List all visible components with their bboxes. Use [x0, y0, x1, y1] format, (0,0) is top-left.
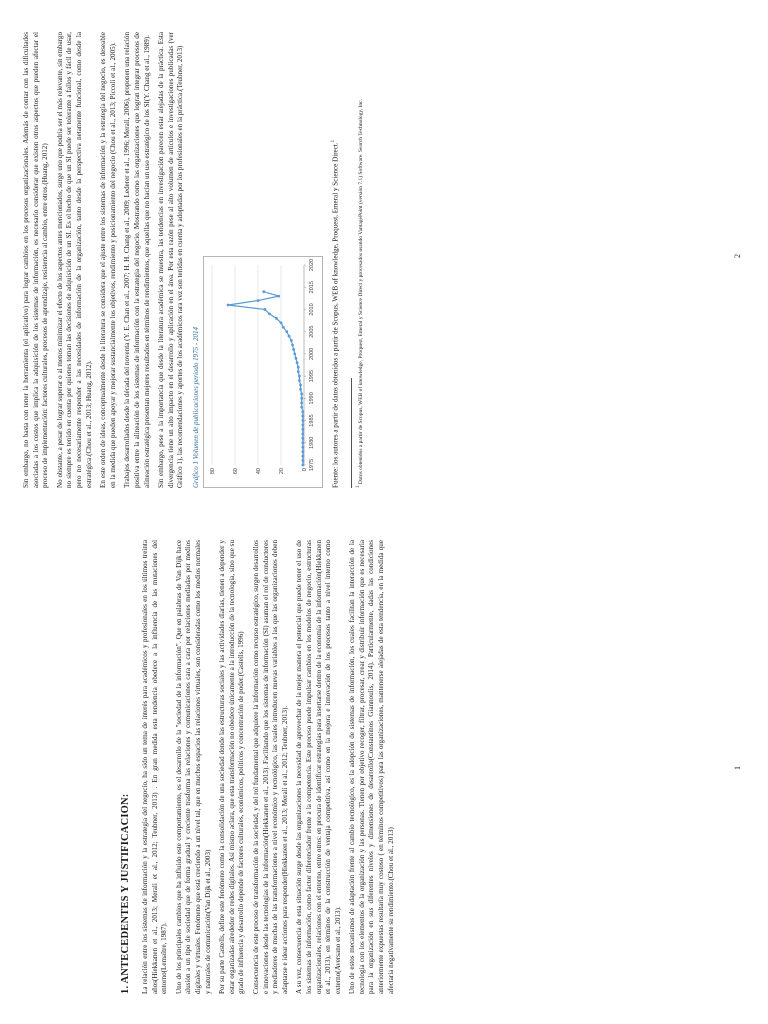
page-1: [0, 512, 768, 1024]
paragraph: Uno de los principales cambios que ha influido este comportamiento, es el desarrollo de la "sociedad de la información". Que en palabras de Van Dijk hace alusión a un tipo de sociedad que de forma gradual y creciente trasforma las relaciones y comunicaciones cara a cara por relaciones mediadas por medios digitales y virtuales. Fenómeno que está creciendo a un nivel tal, que en muchos espacios las relaciones virtuales, son consideradas como los medios normales y naturales de comunicación(Van Dijk et al., 2003): [174, 540, 212, 994]
data-point: [293, 352, 296, 355]
data-point: [263, 308, 266, 311]
data-point: [268, 312, 271, 315]
data-point: [297, 370, 300, 373]
page-2-column: [22, 32, 716, 488]
data-point: [300, 397, 303, 400]
data-point: [301, 415, 304, 418]
data-point: [257, 299, 260, 302]
paragraph: La relación entre los sistemas de información y la estrategia del negocio, ha sido un tema de interés para académicos y profesionales en los últimos treinta años(Hiekkanen et al., 2013; Merali et al., 2012; Teubner, 2013) . En gran medida esta tendencia obedece a la influencia de las mutaciones del entorno(Lemaître, 1987).: [141, 540, 169, 994]
chart-caption: Gráfico 1 Volumen de publicaciones periodo 1975 - 2014: [191, 327, 200, 488]
section-title: 1. ANTECEDENTES Y JUSTIFICACIÓN:: [120, 793, 131, 994]
page-1-column: [120, 540, 716, 994]
paragraph: Consecuencia de este proceso de transformación de la sociedad, y del rol fundamental que adquiere la información como recurso estratégico, surgen desarrollos e innovaciones desde las tecnologías de la información(Hiekkanen et al., 2013). Facilitando que los sistemas de información (SI) asuman el rol de conductores y mediadores de muchas de las transformaciones a nivel económico y tecnológico, las cuales introducen nuevas variables a las que las organizaciones deben adaptarse e idear acciones para responder(Hiekkanen et al., 2013; Merali et al., 2012; Teubner, 2013).: [251, 540, 289, 994]
data-point: [301, 450, 304, 453]
footnote-text: Datos obtenidos a partir de Scopus, WEB of knowledge, Proquest, Emeral y Science Direct y procesados usando VantagePoint (versión 7.1) Software. Search Technology, Inc.: [357, 99, 364, 485]
paragraph: Sin embargo, pese a la importancia que desde la literatura académica se muestra, las tendencias en investigación parecen estar alejadas de la práctica. Esta divergencia tiene un alto impacto en el desarrollo y aplicación en el área. Por esta razón pese al alto volumen de artículos e investigaciones publicadas (ver Gráfico 1), las recomendaciones y aportes de los académicos rara vez son tenidas en cuenta y adoptadas por los profesionales en la práctica.(Teubner, 2013): [157, 32, 185, 488]
data-point: [301, 410, 304, 413]
data-point: [292, 348, 295, 351]
series-line: [228, 292, 303, 465]
data-point: [296, 361, 299, 364]
data-point: [299, 384, 302, 387]
data-point: [301, 424, 304, 427]
footnote-ref: 1: [330, 139, 336, 143]
data-point: [280, 321, 283, 324]
paragraph: Por su parte Castells, define este fenómeno como la consolidación de una sociedad donde las estructuras sociales y las actividades diarias, tienen a depender y estar organizadas alrededor de redes digitales. Así mismo aclara, que esta transformación no obedece únicamente a la introducción de la tecnología, sino que su grado de influencia y desarrollo depende de factores culturales, económicos, políticos y concentración de poder.(Castells, 1996): [218, 540, 246, 994]
data-point: [301, 441, 304, 444]
data-point: [282, 326, 285, 329]
data-point: [299, 388, 302, 391]
x-tick-label: 1990: [308, 392, 315, 405]
data-point: [301, 459, 304, 462]
x-tick-label: 1985: [308, 414, 315, 427]
x-tick-label: 2010: [308, 303, 315, 316]
data-point: [301, 432, 304, 435]
chart-source-text: Fuente: los autores a partir de datos obtenidos a partir de Scopus, WEB of knowledge, Proquest, Emeral y Science Direct.: [331, 142, 340, 488]
data-point: [300, 392, 303, 395]
y-tick-label: 80: [209, 468, 216, 475]
footnote-divider: [351, 378, 352, 488]
paragraph: Trabajos desarrollados desde la década del noventa (Y. E. Chan et al., 2007; H. H. Chang et al., 2009; Lederer et al., 1996; Merali, 2006), proponen una relación positiva entre la alineación de los sistemas de información con la estrategia del negocio. Mostrando como las organizaciones que logran integrar procesos de alineación estratégica presentan mejores resultados en términos de rendimientos, que aquellas que no hacían un uso estratégico de los SI(Y. Chang et al., 1989).: [123, 32, 151, 488]
data-point: [262, 290, 265, 293]
chart-source: [329, 32, 341, 488]
page-number: 2: [733, 254, 742, 258]
x-tick-label: 2000: [308, 347, 315, 361]
publications-chart: [203, 256, 323, 488]
x-tick-label: 1975: [308, 458, 315, 472]
y-tick-label: 0: [301, 468, 308, 472]
paragraph: Uno de estos mecanismos de adaptación frente al cambio tecnológico, es la adopción de sistemas de información, los cuales facilitan la interacción de la tecnología con los elementos de la organización y las personas. Tienen por objetivo recoger, filtrar, procesar, crear y distribuir información que es necesaria para la organización en sus diferentes niveles y dimensiones de desarrollo(Constantinos Giannoulis, 2014). Particularmente, dadas las condiciones anteriormente expuestas resultaría muy costoso ( en términos competitivos) para las organizaciones, mantenerse alejadas de esta tendencia, en la medida que afectaría negativamente su rendimiento.(Chou et al., 2013): [348, 540, 395, 994]
x-tick-label: 2020: [308, 258, 315, 272]
data-point: [291, 344, 294, 347]
data-point: [227, 304, 230, 307]
y-tick-label: 40: [255, 468, 262, 475]
data-point: [277, 295, 280, 298]
data-point: [288, 335, 291, 338]
footnote-mark: 1: [355, 485, 361, 488]
data-point: [300, 406, 303, 409]
data-point: [301, 464, 304, 467]
data-point: [301, 428, 304, 431]
data-point: [300, 401, 303, 404]
x-tick-label: 1980: [308, 436, 315, 449]
x-tick-label: 1995: [308, 369, 315, 383]
y-tick-label: 20: [278, 468, 285, 475]
data-point: [294, 357, 297, 360]
paragraph: A su vez, consecuencia de esta situación surge desde las organizaciones la necesidad de aprovechar de la mejor manera el potencial que puede tener el uso de los sistemas de información, como factor diferenciador frente a la competencia. Este proceso puede impulsar cambios en los modelos de negocio, estructuras organizacionales, relaciones con el entorno, entre otros: en procura de identificar estrategias para insertarse dentro de la economía de la información(Hiekkanen et al., 2013), en términos de la construcción de ventaja competitiva, así como en la mejora e innovación de los procesos tanto a nivel interno como externo(Aversano et al., 2013).: [295, 540, 342, 994]
data-point: [298, 379, 301, 382]
data-point: [297, 366, 300, 369]
data-point: [301, 446, 304, 449]
y-tick-label: 60: [232, 468, 239, 475]
data-point: [290, 339, 293, 342]
x-tick-label: 2005: [308, 325, 315, 338]
data-point: [298, 375, 301, 378]
data-point: [301, 419, 304, 422]
paragraph: En este orden de ideas, conceptualmente desde la literatura se considera que el ajuste entre los sistemas de información y la estrategia del negocio, es deseable en la medida que pueden apoyar y mejorar sustancialmente los objetivos, rendimiento y posicionamiento del negocio (Chou et al., 2013; Piccoli et al., 2005).: [99, 32, 117, 488]
paragraph: No obstante, a pesar de lograr superar o al menos minimizar el efecto de los aspectos antes mencionados, surge uno que podría ser el más relevante, sin embargo no siempre es tenido en cuenta por quienes toman las decisiones de adquisición de un SI. Es el hecho de que un SI puede ser tolerante a fallos y fácil de usar, pero no necesariamente responder a las necesidades de información de la organización, tanto desde la perspectiva netamente funcional, como desde la estratégica.(Chou et al., 2013; Huang, 2012).: [55, 32, 93, 488]
footnote: [355, 32, 365, 488]
paragraph: Sin embargo, no basta con tener la herramienta (el aplicativo) para lograr cambios en los procesos organizacionales. Además de contar con las dificultades asociadas a los costos que implica la adquisición de los sistemas de información, es necesario considerar que existen otros aspectos que pueden afectar el proceso de implementación: factores culturales, procesos de aprendizaje, resistencia al cambio, entre otros.(Huang, 2012): [22, 32, 50, 488]
data-point: [275, 317, 278, 320]
data-point: [301, 455, 304, 458]
page-number: 1: [733, 766, 742, 770]
x-tick-label: 2015: [308, 281, 315, 294]
data-point: [285, 330, 288, 333]
chart-svg: [204, 257, 322, 487]
data-point: [301, 437, 304, 440]
